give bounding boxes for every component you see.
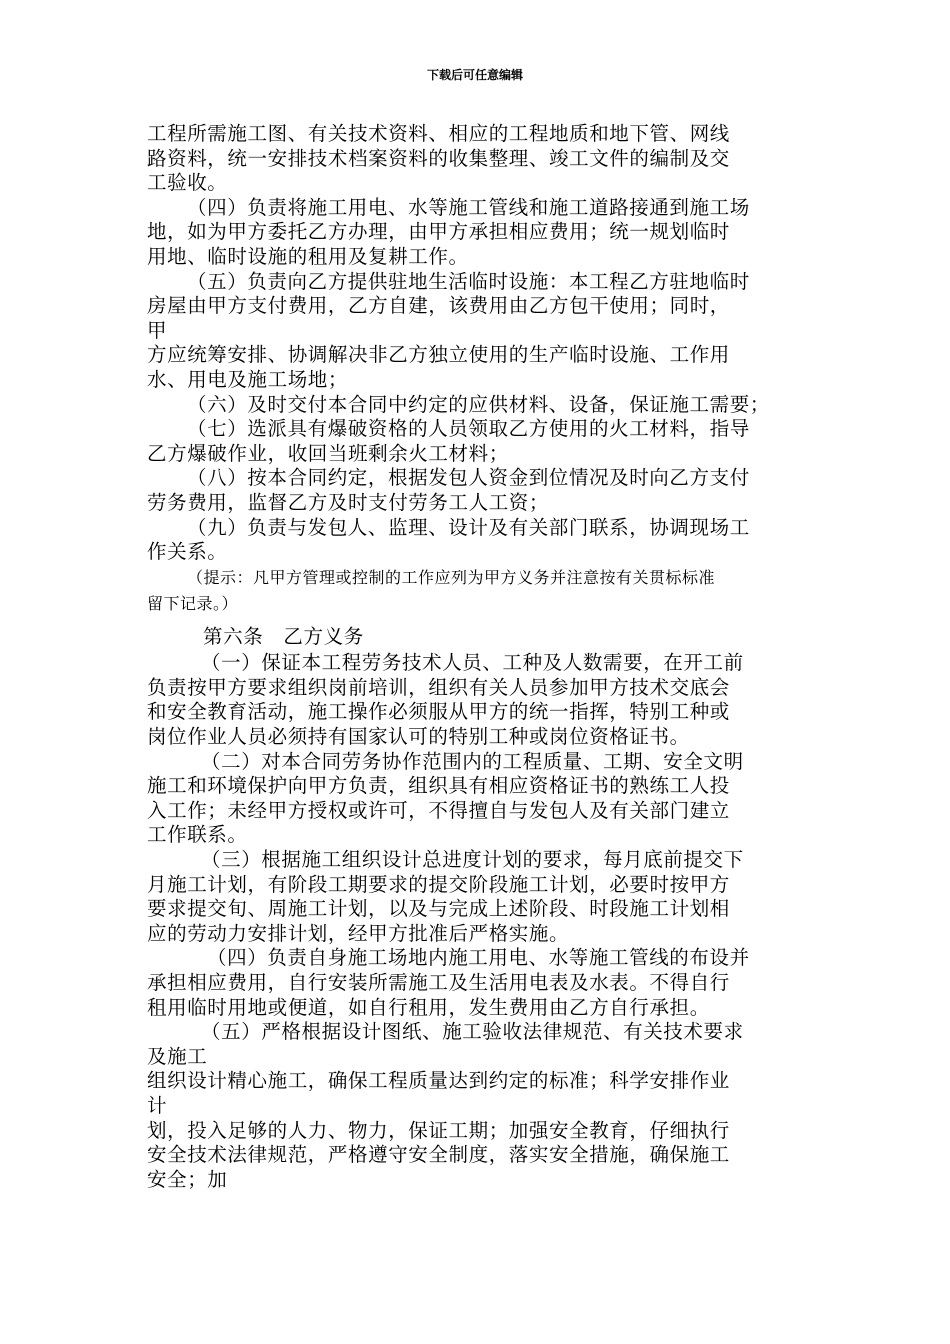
- text-line: 月施工计划，有阶段工期要求的提交阶段施工计划，必要时按甲方: [147, 872, 730, 896]
- text-line: 方应统筹安排、协调解决非乙方独立使用的生产临时设施、工作用: [147, 343, 730, 367]
- note-line: 留下记录。）: [147, 593, 239, 613]
- text-line: （二）对本合同劳务协作范围内的工程质量、工期、安全文明: [201, 749, 744, 773]
- text-line: 工程所需施工图、有关技术资料、相应的工程地质和地下管、网线: [147, 122, 730, 145]
- text-line: （四）负责自身施工场地内施工用电、水等施工管线的布设并: [207, 946, 750, 970]
- text-line: 和安全教育活动，施工操作必须服从甲方的统一指挥，特别工种或: [147, 700, 730, 724]
- text-line: 劳务费用，监督乙方及时支付劳务工人工资；: [147, 490, 550, 514]
- text-line: 作关系。: [147, 540, 228, 564]
- text-line: 甲: [147, 318, 168, 342]
- text-line: （五）严格根据设计图纸、施工验收法律规范、有关技术要求: [201, 1020, 744, 1044]
- text-line: 承担相应费用，自行安装所需施工及生活用电表及水表。不得自行: [147, 971, 730, 994]
- text-line: 租用临时用地或便道，如自行租用，发生费用由乙方自行承担。: [147, 995, 710, 1019]
- text-line: （五）负责向乙方提供驻地生活临时设施：本工程乙方驻地临时: [187, 269, 750, 293]
- text-line: 岗位作业人员必须持有国家认可的特别工种或岗位资格证书。: [147, 725, 690, 749]
- text-line: 计: [147, 1093, 168, 1117]
- document-body: [147, 122, 817, 1192]
- text-line: （四）负责将施工用电、水等施工管线和施工道路接通到施工场: [187, 195, 750, 219]
- text-line: 负责按甲方要求组织岗前培训，组织有关人员参加甲方技术交底会: [147, 675, 730, 699]
- text-line: （七）选派具有爆破资格的人员领取乙方使用的火工材料，指导: [187, 417, 750, 441]
- text-line: 施工和环境保护向甲方负责，组织具有相应资格证书的熟练工人投: [147, 774, 730, 798]
- text-line: 水、用电及施工场地；: [147, 367, 349, 391]
- text-line: 安全技术法律规范，严格遵守安全制度，落实安全措施，确保施工: [147, 1143, 730, 1167]
- text-line: 路资料，统一安排技术档案资料的收集整理、竣工文件的编制及交: [147, 146, 730, 170]
- text-line: 要求提交旬、周施工计划，以及与完成上述阶段、时段施工计划相: [147, 897, 730, 921]
- text-line: （三）根据施工组织设计总进度计划的要求，每月底前提交下: [201, 848, 744, 872]
- text-line: 入工作；未经甲方授权或许可，不得擅自与发包人及有关部门建立: [147, 798, 730, 822]
- text-line: 乙方爆破作业，收回当班剩余火工材料；: [147, 441, 509, 465]
- text-line: 工验收。: [147, 171, 228, 195]
- text-line: 地，如为甲方委托乙方办理，由甲方承担相应费用；统一规划临时: [147, 220, 730, 244]
- text-line: 用地、临时设施的租用及复耕工作。: [147, 244, 469, 268]
- page-header: 下载后可任意编辑: [426, 68, 523, 82]
- text-line: 房屋由甲方支付费用，乙方自建，该费用由乙方包干使用；同时，: [147, 294, 730, 318]
- text-line: （六）及时交付本合同中约定的应供材料、设备，保证施工需要；: [187, 392, 770, 416]
- text-line: （一）保证本工程劳务技术人员、工种及人数需要，在开工前: [201, 651, 744, 675]
- text-line: 及施工: [147, 1044, 208, 1068]
- text-line: （八）按本合同约定，根据发包人资金到位情况及时向乙方支付: [187, 466, 750, 490]
- text-line: 应的劳动力安排计划，经甲方批准后严格实施。: [147, 921, 570, 945]
- text-line: 工作联系。: [147, 823, 248, 847]
- text-line: 组织设计精心施工，确保工程质量达到约定的标准；科学安排作业: [147, 1069, 730, 1093]
- text-line: （九）负责与发包人、监理、设计及有关部门联系，协调现场工: [187, 515, 750, 539]
- text-line: 划，投入足够的人力、物力，保证工期；加强安全教育，仔细执行: [147, 1118, 730, 1142]
- text-line: 安全；加: [147, 1167, 228, 1191]
- section-heading: 第六条 乙方义务: [203, 624, 364, 648]
- note-line: （提示：凡甲方管理或控制的工作应列为甲方义务并注意按有关贯标标准: [187, 567, 716, 587]
